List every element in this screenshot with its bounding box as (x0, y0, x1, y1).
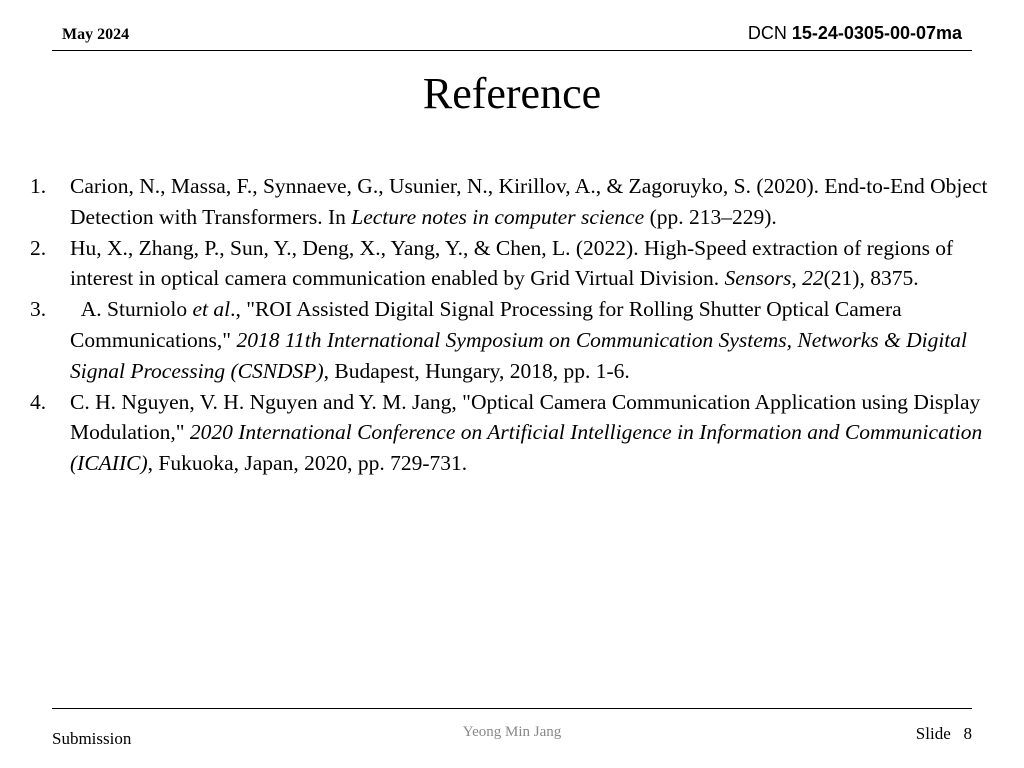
reference-text: , Budapest, Hungary, 2018, pp. 1-6. (323, 358, 630, 383)
reference-text: Carion, N., Massa, F., Synnaeve, G., Usunier, N., Kirillov, A., & Zagoruyko, S. (2020). End-to-End Object Detection with Transformers. In (70, 174, 988, 229)
reference-item (30, 294, 1002, 386)
reference-italic-text: 2020 International Conference on Artificial Intelligence in Information and Communication (ICAIIC) (70, 420, 983, 476)
dcn-label: DCN (747, 23, 787, 43)
slide-label: Slide (915, 724, 951, 743)
footer-submission: Submission (52, 729, 132, 748)
reference-item (30, 171, 1002, 233)
reference-text: , (791, 266, 803, 291)
reference-text: Hu, X., Zhang, P., Sun, Y., Deng, X., Yang, Y., & Chen, L. (2022). High-Speed extraction of regions of interest in optical camera communication enabled by Grid Virtual Division. (70, 235, 954, 291)
header-date: May 2024 (62, 26, 130, 43)
footer-slide (916, 724, 972, 744)
reference-text: (pp. 213–229). (644, 204, 777, 229)
reference-number: 2. (30, 235, 47, 260)
header-divider (52, 50, 972, 51)
footer-divider (52, 708, 972, 709)
reference-number: 4. (30, 389, 47, 414)
reference-italic-text: Sensors (724, 266, 792, 291)
reference-text: , Fukuoka, Japan, 2020, pp. 729-731. (147, 451, 468, 476)
reference-text: A. Sturniolo (70, 297, 193, 322)
reference-number: 3. (30, 297, 47, 322)
slide-number: 8 (963, 724, 972, 743)
reference-text: ., "ROI Assisted Digital Signal Processing for Rolling Shutter Optical Camera Communications," (70, 297, 902, 352)
reference-text: (21), 8375. (823, 266, 919, 291)
reference-number: 1. (30, 174, 47, 198)
reference-item (30, 233, 1002, 295)
reference-italic-text: 2018 11th International Symposium on Communication Systems, Networks & Digital Signal Processing (CSNDSP) (70, 327, 968, 383)
reference-italic-text: et al (192, 297, 231, 322)
footer-author: Yeong Min Jang (462, 724, 562, 740)
reference-italic-text: Lecture notes in computer science (351, 204, 645, 229)
reference-list (30, 171, 1002, 479)
header-dcn (748, 23, 962, 44)
dcn-number: 15-24-0305-00-07ma (791, 23, 962, 43)
page-title: Reference (422, 69, 602, 118)
reference-item (30, 387, 1002, 479)
reference-italic-text: 22 (802, 266, 824, 291)
reference-text: C. H. Nguyen, V. H. Nguyen and Y. M. Jang, "Optical Camera Communication Application using Display Modulation," (70, 389, 981, 445)
